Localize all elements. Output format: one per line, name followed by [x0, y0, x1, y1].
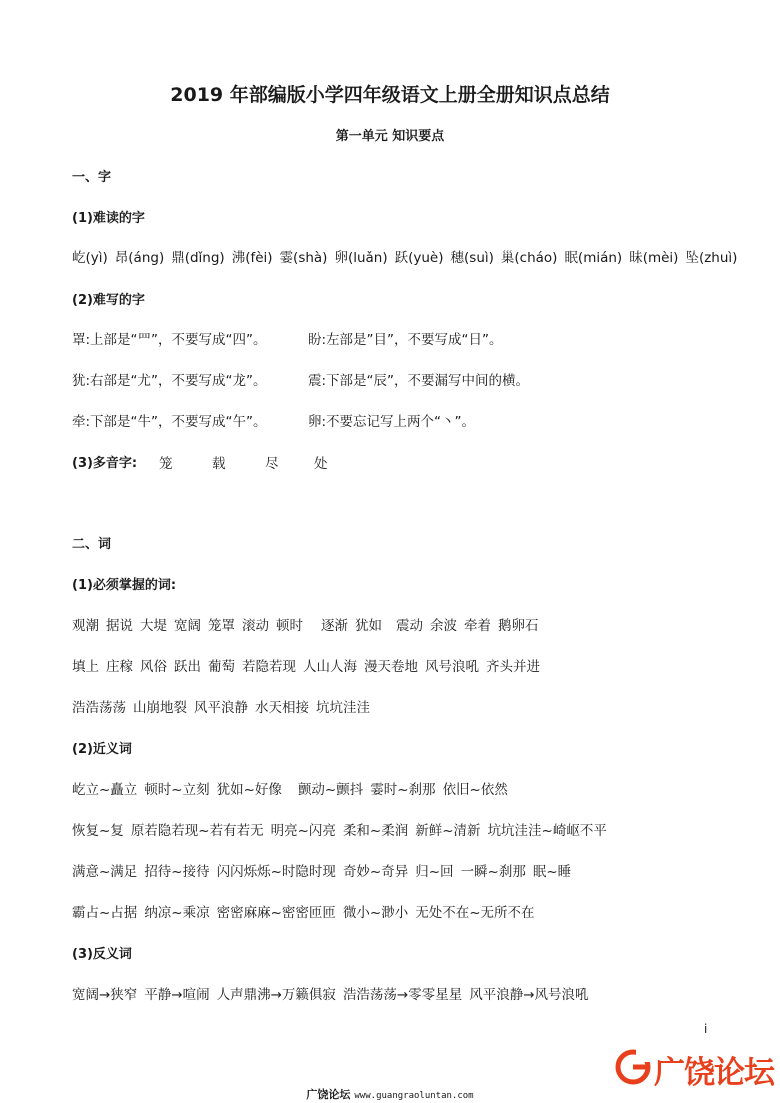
list-item: 归~回 [415, 864, 454, 880]
list-item: 霸占~占据 [72, 905, 138, 921]
list-item: 卵(luǎn) [334, 250, 388, 266]
list-item: 逐渐 [321, 618, 348, 634]
list-item: 恢复~复 [72, 823, 124, 839]
synonyms-row [72, 819, 614, 839]
list-item: 风平浪静→风号浪吼 [469, 987, 589, 1003]
list-item: 载 [212, 456, 226, 472]
document-title: 2019 年部编版小学四年级语文上册全册知识点总结 [170, 84, 610, 106]
list-item: 漫天卷地 [364, 659, 418, 675]
list-item: 微小~渺小 [342, 905, 409, 921]
list-item: 处 [314, 456, 328, 472]
section-heading-words: 二、词 [72, 537, 112, 552]
list-item: 昂(áng) [114, 250, 165, 266]
list-item: 人声鼎沸→万籁俱寂 [216, 987, 336, 1003]
list-item: 眠~睡 [532, 864, 572, 880]
list-item: 一瞬~刹那 [460, 864, 526, 880]
page-number: i [704, 1022, 708, 1036]
subheading-synonyms: (2)近义词 [72, 742, 132, 757]
subheading-antonyms: (3)反义词 [72, 947, 132, 962]
list-item: 屹(yì) [72, 250, 108, 266]
list-item: 密密麻麻~密密匝匝 [216, 905, 336, 921]
must-master-row [72, 696, 377, 716]
subheading-difficult-write: (2)难写的字 [72, 293, 145, 308]
difficult-write-note: 牵:下部是“牛”，不要写成“午”。 [72, 414, 267, 430]
logo-text: 广饶论坛 [654, 1055, 774, 1091]
list-item: 观潮 [72, 618, 99, 634]
list-item: 浩浩荡荡→零零星星 [342, 987, 463, 1003]
difficult-write-note: 卵:不要忘记写上两个“丶”。 [308, 414, 476, 430]
list-item: 招待~接待 [144, 864, 210, 880]
polyphonic-list [159, 452, 335, 472]
list-item: 巢(cháo) [500, 250, 558, 266]
difficult-write-note: 罩:上部是“罒”，不要写成“四”。 [72, 332, 267, 348]
list-item: 屹立~矗立 [72, 782, 138, 798]
list-item: 柔和~柔润 [342, 823, 409, 839]
list-item: 尽 [265, 456, 279, 472]
synonyms-row [72, 778, 515, 798]
list-item: 满意~满足 [72, 864, 138, 880]
forum-logo[interactable] [614, 1044, 774, 1092]
synonyms-row [72, 901, 542, 921]
list-item: 宽阔 [174, 618, 201, 634]
list-item: 鹅卵石 [498, 618, 539, 634]
difficult-read-list [72, 246, 744, 266]
list-item: 纳凉~乘凉 [144, 905, 210, 921]
list-item: 原若隐若现~若有若无 [130, 823, 264, 839]
list-item: 滚动 [242, 618, 269, 634]
list-item: 牵着 [464, 618, 491, 634]
list-item: 无处不在~无所不在 [415, 905, 535, 921]
antonyms-row [72, 983, 596, 1003]
list-item: 明亮~闪亮 [270, 823, 336, 839]
list-item: 昧(mèi) [629, 250, 679, 266]
list-item: 据说 [106, 618, 133, 634]
list-item: 犹如~好像 [216, 782, 282, 798]
list-item: 新鲜~清新 [415, 823, 481, 839]
list-item: 顿时 [276, 618, 303, 634]
list-item: 眠(mián) [564, 250, 623, 266]
list-item: 葡萄 [208, 659, 235, 675]
difficult-write-note: 震:下部是“辰”，不要漏写中间的横。 [308, 373, 530, 389]
list-item: 齐头并进 [486, 659, 540, 675]
list-item: 穗(suì) [450, 250, 494, 266]
list-item: 风俗 [140, 659, 167, 675]
list-item: 鼎(dǐng) [171, 250, 225, 266]
list-item: 人山人海 [303, 659, 357, 675]
list-item: 若隐若现 [242, 659, 296, 675]
list-item: 庄稼 [106, 659, 133, 675]
subheading-difficult-read: (1)难读的字 [72, 211, 145, 226]
unit-subtitle: 第一单元 知识要点 [335, 129, 445, 144]
footer-site-name: 广饶论坛 [306, 1088, 351, 1101]
list-item: 坑坑洼洼 [316, 700, 370, 716]
list-item: 平静→喧闹 [144, 987, 210, 1003]
list-item: 宽阔→狭窄 [72, 987, 138, 1003]
list-item: 霎(shà) [279, 250, 328, 266]
difficult-write-note: 盼:左部是”目”，不要写成“日”。 [308, 332, 503, 348]
list-item: 风平浪静 [194, 700, 248, 716]
logo-circle-icon [614, 1044, 654, 1088]
list-item: 跃出 [174, 659, 201, 675]
list-item: 风号浪吼 [425, 659, 479, 675]
list-item: 坑坑洼洼~崎岖不平 [487, 823, 607, 839]
list-item: 颤动~颤抖 [297, 782, 364, 798]
list-item: 大堤 [140, 618, 167, 634]
list-item: 水天相接 [255, 700, 309, 716]
difficult-write-note: 犹:右部是“尤”，不要写成“龙”。 [72, 373, 267, 389]
must-master-row [72, 655, 547, 675]
subheading-must-master: (1)必须掌握的词: [72, 578, 177, 593]
list-item: 笼罩 [208, 618, 235, 634]
list-item: 依旧~依然 [442, 782, 508, 798]
list-item: 浩浩荡荡 [72, 700, 126, 716]
synonyms-row [72, 860, 578, 880]
list-item: 坠(zhuì) [685, 250, 738, 266]
footer-site-url[interactable]: www.guangraoluntan.com [354, 1091, 474, 1101]
list-item: 填上 [72, 659, 99, 675]
list-item: 奇妙~奇异 [342, 864, 409, 880]
list-item: 犹如 [355, 618, 382, 634]
list-item: 沸(fèi) [231, 250, 273, 266]
page-footer [0, 1086, 780, 1102]
list-item: 余波 [430, 618, 457, 634]
must-master-row [72, 614, 546, 634]
list-item: 山崩地裂 [133, 700, 187, 716]
list-item: 霎时~刹那 [370, 782, 436, 798]
list-item: 顿时~立刻 [144, 782, 210, 798]
list-item: 跃(yuè) [394, 250, 444, 266]
subheading-polyphonic: (3)多音字: [72, 456, 138, 471]
section-heading-characters: 一、字 [72, 170, 112, 185]
list-item: 闪闪烁烁~时隐时现 [216, 864, 336, 880]
list-item: 震动 [396, 618, 423, 634]
list-item: 笼 [159, 456, 173, 472]
